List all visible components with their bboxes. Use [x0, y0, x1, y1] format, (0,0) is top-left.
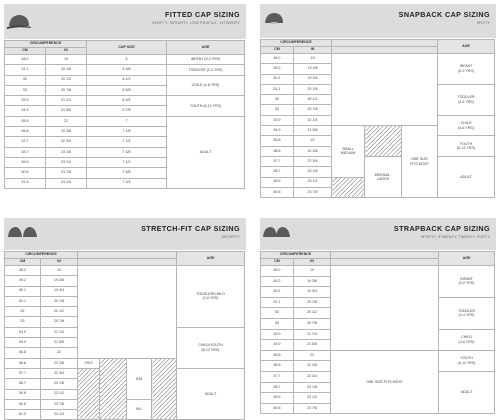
snapback-hatch-area: [365, 126, 402, 157]
cm-cell: 57.7: [261, 371, 294, 382]
cap-size-cell: 6 3/4: [87, 96, 167, 106]
cm-cell: 52: [5, 75, 46, 85]
in-cell: 23 1/2: [294, 393, 331, 404]
cap-size-cell: 6 1/2: [87, 75, 167, 85]
in-cell: 21 1/4: [41, 327, 78, 337]
stretch-hatch-a: [100, 358, 127, 420]
cm-cell: 55.8: [261, 136, 294, 146]
in-cell: 20 1/8: [294, 84, 332, 94]
snapback-age-header: AGE: [438, 40, 495, 54]
size-blank-area: [331, 266, 439, 351]
strapback-cap-icon: [261, 224, 291, 242]
cm-cell: 51.1: [5, 296, 41, 306]
in-cell: 19 3/8: [41, 276, 78, 286]
cm-cell: 55.8: [5, 116, 46, 126]
snapback-in-header: IN: [294, 47, 332, 54]
in-cell: 23 1/8: [294, 382, 331, 393]
strapback-circumference-header: CIRCUMFERENCE: [261, 252, 331, 259]
cm-cell: 57.7: [5, 137, 46, 147]
cm-cell: 51.1: [5, 65, 46, 75]
cap-size-cell: 7 1/2: [87, 157, 167, 167]
cm-cell: 51.1: [261, 297, 294, 308]
stretch-age-header: AGE: [177, 252, 245, 266]
snapback-circumference-header: CIRCUMFERENCE: [261, 40, 332, 47]
age-cell: ADULT: [438, 156, 495, 197]
cm-cell: 49.2: [261, 276, 294, 287]
strapback-subtitle: 9FORTY, 9TWENTY, TWENTY, FORTY: [420, 235, 490, 239]
age-cell: YOUTH (6-12 YRS): [438, 136, 495, 157]
in-cell: 19: [294, 54, 332, 64]
age-cell: YOUTH (6-12 YRS): [167, 96, 245, 117]
cm-cell: 53: [261, 105, 294, 115]
in-cell: 21 5/8: [46, 106, 87, 116]
in-cell: 20 1/8: [41, 296, 78, 306]
age-cell: INFANT (0-2 YRS): [439, 266, 495, 298]
cm-cell: 58.7: [5, 147, 46, 157]
s-m-size-label: S/M: [127, 358, 152, 399]
cap-size-cell: 6: [87, 55, 167, 65]
stretch-size-table: [4, 251, 245, 420]
cm-cell: 48.2: [5, 55, 46, 65]
age-cell: CHILD (4-6 YRS): [438, 115, 495, 136]
cm-cell: 54.9: [5, 106, 46, 116]
in-cell: 20 1/2: [41, 307, 78, 317]
strapback-age-header: AGE: [439, 252, 495, 266]
in-cell: 23 1/8: [46, 147, 87, 157]
table-row: [261, 350, 495, 361]
cm-cell: 52: [261, 95, 294, 105]
cm-cell: 54.9: [261, 126, 294, 136]
cm-cell: 58.7: [261, 382, 294, 393]
strapback-title: STRAPBACK CAP SIZING: [393, 224, 490, 233]
stretch-subtitle: 39THIRTY: [221, 235, 240, 239]
cap-size-cell: 7 3/4: [87, 178, 167, 188]
one-size-fits-most-label: ONE SIZE FITS MOST: [402, 126, 438, 198]
age-cell: YOUTH (6-12 YRS): [439, 350, 495, 371]
cm-cell: 57.7: [261, 156, 294, 166]
snapback-header: [260, 4, 496, 38]
in-cell: 22 3/4: [41, 368, 78, 378]
stretch-size-subheader-blank: [78, 259, 177, 266]
in-cell: 22 3/8: [294, 146, 332, 156]
in-cell: 20 1/2: [294, 95, 332, 105]
in-cell: 22 3/4: [46, 137, 87, 147]
in-cell: 22 3/8: [46, 127, 87, 137]
cm-cell: 53: [261, 318, 294, 329]
fitted-cm-header: CM: [5, 48, 46, 55]
cm-cell: 50.1: [261, 287, 294, 298]
age-cell: TODDLER (2-4 YRS): [439, 297, 495, 329]
stretch-hatch-c: [78, 368, 100, 419]
fitted-title: FITTED CAP SIZING: [165, 10, 240, 19]
cm-cell: 59.6: [5, 157, 46, 167]
in-cell: 22: [294, 350, 331, 361]
in-cell: 22: [41, 348, 78, 358]
stretch-circumference-header: CIRCUMFERENCE: [5, 252, 78, 259]
age-cell: ADULT: [439, 371, 495, 413]
in-cell: 19 3/8: [294, 64, 332, 74]
cm-cell: 55.8: [261, 350, 294, 361]
age-cell: TODDLER/CHILD (2-6 YRS): [177, 266, 245, 328]
in-cell: 24 1/4: [41, 410, 78, 420]
table-row: [5, 116, 245, 126]
cm-cell: 53: [5, 317, 41, 327]
cap-size-cell: 6 7/8: [87, 106, 167, 116]
strapback-in-header: IN: [294, 259, 331, 266]
table-row: [261, 54, 495, 64]
stretch-cap-icon: [5, 224, 39, 242]
cap-size-cell: 7: [87, 116, 167, 126]
table-row: [261, 266, 495, 277]
in-cell: 21 1/4: [294, 115, 332, 125]
cm-cell: 59.6: [261, 177, 294, 187]
stretch-size-header-blank: [78, 252, 177, 259]
table-row: [5, 75, 245, 85]
in-cell: 23 1/8: [294, 167, 332, 177]
cm-cell: 60.6: [261, 187, 294, 197]
cm-cell: 50.1: [5, 286, 41, 296]
cm-cell: 59.6: [5, 389, 41, 399]
in-cell: 23 1/2: [294, 177, 332, 187]
cm-cell: 51.1: [261, 84, 294, 94]
cm-cell: 61.5: [5, 178, 46, 188]
cm-cell: 60.6: [261, 403, 294, 414]
age-cell: ADULT: [167, 116, 245, 188]
one-size-fits-most-label: ONE SIZE FITS MOST: [331, 350, 439, 414]
age-cell: TODDLER (2-4 YRS): [167, 65, 245, 75]
fitted-header: [4, 4, 246, 39]
m-l-size-label: M/L: [127, 399, 152, 420]
cap-size-cell: 7 1/4: [87, 137, 167, 147]
stretch-cm-header: CM: [5, 259, 41, 266]
cm-cell: 56.8: [261, 146, 294, 156]
in-cell: 20 1/2: [46, 75, 87, 85]
cm-cell: 50.1: [261, 74, 294, 84]
in-cell: 21 5/8: [41, 338, 78, 348]
in-cell: 24 1/4: [46, 178, 87, 188]
in-cell: 23 7/8: [294, 403, 331, 414]
strapback-size-header-blank: [331, 252, 439, 259]
snapback-size-table: [260, 39, 495, 198]
size-blank-area: [78, 266, 177, 359]
fitted-cap-panel: [4, 4, 246, 194]
age-cell: INFANT (0-2 YRS): [167, 55, 245, 65]
age-cell: CHILD (4-6 YRS): [167, 75, 245, 96]
strapback-cm-header: CM: [261, 259, 294, 266]
in-cell: 19: [294, 266, 331, 277]
in-cell: 22 3/8: [41, 358, 78, 368]
strapback-cap-panel: [260, 218, 496, 412]
fitted-size-table: [4, 40, 245, 189]
stretch-cap-panel: [4, 218, 246, 416]
cm-cell: 54.9: [261, 340, 294, 351]
in-cell: 22 3/8: [294, 361, 331, 372]
stretch-in-header: IN: [41, 259, 78, 266]
in-cell: 19: [41, 266, 78, 276]
snapback-size-subheader-blank: [332, 47, 438, 54]
in-cell: 23 1/2: [46, 157, 87, 167]
snapback-cm-header: CM: [261, 47, 294, 54]
cm-cell: 53.9: [261, 115, 294, 125]
fitted-cap-size-header: CAP SIZE: [87, 41, 167, 55]
cm-cell: 56.8: [5, 127, 46, 137]
in-cell: 19 3/4: [294, 74, 332, 84]
table-row: [5, 65, 245, 75]
fitted-subtitle: 59FIFTY, 39THIRTY, LOW PROFILE, 19TWENTY: [152, 21, 240, 25]
age-cell: INFANT (0-2 YRS): [438, 54, 495, 85]
strapback-size-subheader-blank: [331, 259, 439, 266]
in-cell: 20 7/8: [294, 105, 332, 115]
in-cell: 22: [46, 116, 87, 126]
cm-cell: 48.2: [261, 266, 294, 277]
in-cell: 19: [46, 55, 87, 65]
size-blank-area: [332, 54, 438, 126]
in-cell: 20 1/2: [294, 308, 331, 319]
in-cell: 23 7/8: [46, 168, 87, 178]
strapback-size-table: [260, 251, 495, 414]
in-cell: 19 3/4: [294, 287, 331, 298]
stretch-title: STRETCH-FIT CAP SIZING: [141, 224, 240, 233]
age-cell: CHILD (4-6 YRS): [439, 329, 495, 350]
age-cell: ADULT: [177, 368, 245, 419]
cm-cell: 53.9: [5, 96, 46, 106]
fitted-circumference-header: CIRCUMFERENCE: [5, 41, 87, 48]
medium-large-size-label: MEDIUM - LARGE: [365, 156, 402, 197]
cm-cell: 58.7: [261, 167, 294, 177]
in-cell: 21 5/8: [294, 126, 332, 136]
cm-cell: 52: [261, 308, 294, 319]
snapback-cap-icon: [262, 10, 286, 28]
cm-cell: 60.6: [5, 168, 46, 178]
snapback-title: SNAPBACK CAP SIZING: [398, 10, 490, 19]
stretch-hatch-b: [152, 358, 177, 420]
cm-cell: 49.2: [261, 64, 294, 74]
small-medium-size-label: SMALL MEDIUM: [332, 126, 365, 177]
in-cell: 21 1/4: [46, 96, 87, 106]
in-cell: 19 3/8: [294, 276, 331, 287]
cm-cell: 53.9: [5, 327, 41, 337]
cm-cell: 49.2: [5, 276, 41, 286]
in-cell: 23 7/8: [294, 187, 332, 197]
stretch-header: [4, 218, 246, 250]
snapback-cap-panel: [260, 4, 496, 194]
cm-cell: 56.8: [261, 361, 294, 372]
small-medium-hatch: [332, 177, 365, 198]
cm-cell: 48.2: [261, 54, 294, 64]
in-cell: 19 3/4: [41, 286, 78, 296]
cm-cell: 60.6: [5, 399, 41, 409]
in-cell: 23 1/8: [41, 379, 78, 389]
in-cell: 21 5/8: [294, 340, 331, 351]
cm-cell: 52: [5, 307, 41, 317]
cap-size-cell: 7 3/8: [87, 147, 167, 157]
age-cell: TODDLER (2-4 YRS): [438, 84, 495, 115]
table-row: [5, 55, 245, 65]
age-cell: CHILD/YOUTH (6-12 YRS): [177, 327, 245, 368]
cap-size-cell: 6 3/8: [87, 65, 167, 75]
cap-size-cell: 7 5/8: [87, 168, 167, 178]
in-cell: 22 3/4: [294, 371, 331, 382]
table-row: [5, 266, 245, 276]
in-cell: 23 1/2: [41, 389, 78, 399]
table-row: [5, 96, 245, 106]
fitted-in-header: IN: [46, 48, 87, 55]
cap-size-cell: 6 5/8: [87, 85, 167, 95]
in-cell: 23 7/8: [41, 399, 78, 409]
fitted-cap-icon: [6, 12, 32, 32]
cm-cell: 54.9: [5, 338, 41, 348]
cm-cell: 56.8: [5, 358, 41, 368]
cm-cell: 59.6: [261, 393, 294, 404]
cm-cell: 55.8: [5, 348, 41, 358]
cap-size-cell: 7 1/8: [87, 127, 167, 137]
cm-cell: 53.9: [261, 329, 294, 340]
in-cell: 22: [294, 136, 332, 146]
xs-s-size-label: XS/S: [78, 358, 100, 368]
in-cell: 21 1/4: [294, 329, 331, 340]
in-cell: 20 1/8: [294, 297, 331, 308]
cm-cell: 53: [5, 85, 46, 95]
cm-cell: 48.2: [5, 266, 41, 276]
in-cell: 20 7/8: [41, 317, 78, 327]
cm-cell: 61.5: [5, 410, 41, 420]
table-row: [261, 156, 495, 166]
snapback-size-header-blank: [332, 40, 438, 47]
in-cell: 20 7/8: [294, 318, 331, 329]
cm-cell: 57.7: [5, 368, 41, 378]
fitted-age-header: AGE: [167, 41, 245, 55]
snapback-subtitle: 9FIFTY: [476, 21, 490, 25]
cm-cell: 58.7: [5, 379, 41, 389]
in-cell: 20 1/8: [46, 65, 87, 75]
in-cell: 20 7/8: [46, 85, 87, 95]
strapback-header: [260, 218, 496, 250]
in-cell: 22 3/4: [294, 156, 332, 166]
